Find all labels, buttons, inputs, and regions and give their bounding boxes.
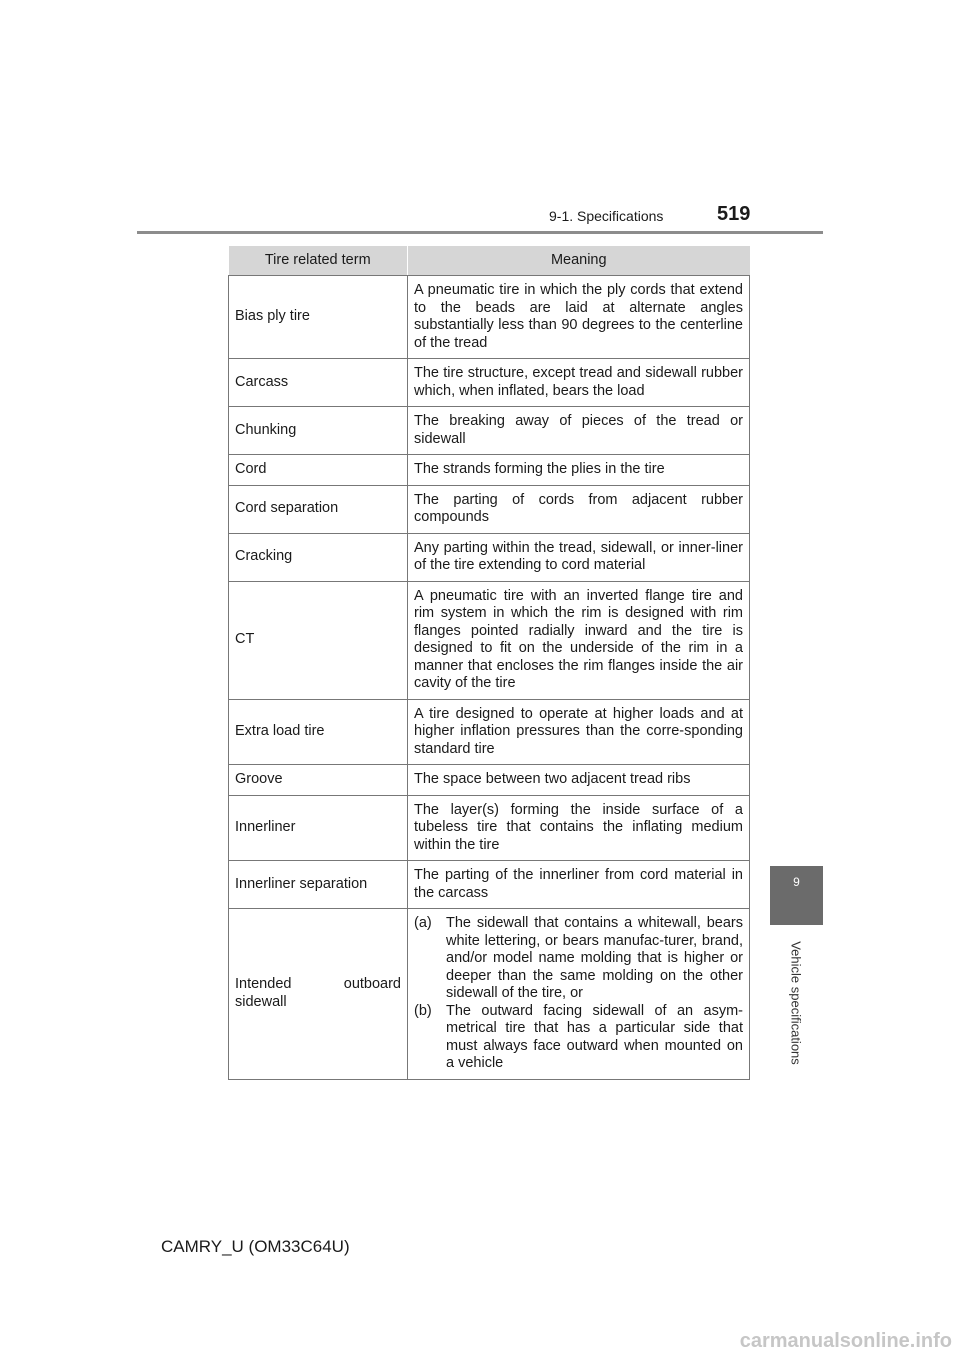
table-row (229, 795, 750, 861)
meaning-cell: The strands forming the plies in the tire (408, 455, 750, 486)
table-row (229, 909, 750, 1080)
list-item-text: The sidewall that contains a whitewall, bears white lettering, or bears manufac-turer, brand, and/or model name molding that is higher or deeper than the same molding on the other sidewall of the tire, or (446, 915, 743, 1001)
list-item-text: The outward facing sidewall of an asym-metrical tire that has a particular side that must always face outward when mounted on a vehicle (446, 1002, 743, 1071)
chapter-number: 9 (793, 875, 800, 889)
list-marker: (b) (414, 1002, 432, 1019)
term-cell: Extra load tire (229, 699, 408, 765)
table-row (229, 276, 750, 359)
meaning-cell: A tire designed to operate at higher loads and at higher inflation pressures than the corre-sponding standard tire (408, 699, 750, 765)
term-cell: CT (229, 581, 408, 699)
term-cell: Cracking (229, 533, 408, 581)
section-title: 9-1. Specifications (549, 208, 664, 224)
list-item (414, 915, 743, 1003)
table-row (229, 359, 750, 407)
page-number: 519 (717, 203, 751, 225)
list-item (414, 1003, 743, 1073)
column-header-meaning: Meaning (408, 246, 750, 276)
table-header-row (229, 246, 750, 276)
watermark: carmanualsonline.info (739, 1330, 952, 1352)
table-row (229, 533, 750, 581)
table-row (229, 455, 750, 486)
tire-terms-table (228, 246, 750, 1080)
meaning-cell: The tire structure, except tread and sidewall rubber which, when inflated, bears the load (408, 359, 750, 407)
meaning-cell: A pneumatic tire with an inverted flange tire and rim system in which the rim is designed with rim flanges pointed radially inward and the tire is designed to fit on the underside of the rim in a manner that encloses the rim flanges inside the air cavity of the tire (408, 581, 750, 699)
table-row (229, 699, 750, 765)
table-row (229, 765, 750, 796)
term-cell: Cord separation (229, 485, 408, 533)
term-cell: Groove (229, 765, 408, 796)
meaning-cell: The parting of cords from adjacent rubber compounds (408, 485, 750, 533)
meaning-cell: A pneumatic tire in which the ply cords that extend to the beads are laid at alternate angles substantially less than 90 degrees to the centerline of the tread (408, 276, 750, 359)
table-row (229, 861, 750, 909)
header-divider (137, 231, 823, 234)
list-marker: (a) (414, 915, 432, 931)
meaning-cell: The layer(s) forming the inside surface of a tubeless tire that contains the inflating medium within the tire (408, 795, 750, 861)
meaning-cell: The breaking away of pieces of the tread or sidewall (408, 407, 750, 455)
term-cell: Bias ply tire (229, 276, 408, 359)
term-cell: Carcass (229, 359, 408, 407)
meaning-cell (408, 909, 750, 1080)
chapter-label: Vehicle specifications (788, 941, 804, 1065)
table-row (229, 407, 750, 455)
column-header-term: Tire related term (229, 246, 408, 276)
term-cell: Innerliner separation (229, 861, 408, 909)
meaning-cell: Any parting within the tread, sidewall, or inner-liner of the tire extending to cord material (408, 533, 750, 581)
meaning-cell: The space between two adjacent tread ribs (408, 765, 750, 796)
term-cell: Innerliner (229, 795, 408, 861)
meaning-cell: The parting of the innerliner from cord material in the carcass (408, 861, 750, 909)
table-row (229, 581, 750, 699)
chapter-tab[interactable] (770, 866, 823, 925)
term-cell: Chunking (229, 407, 408, 455)
model-code-footer: CAMRY_U (OM33C64U) (161, 1237, 350, 1256)
term-cell: Cord (229, 455, 408, 486)
table-row (229, 485, 750, 533)
term-cell: Intended outboard sidewall (229, 909, 408, 1080)
